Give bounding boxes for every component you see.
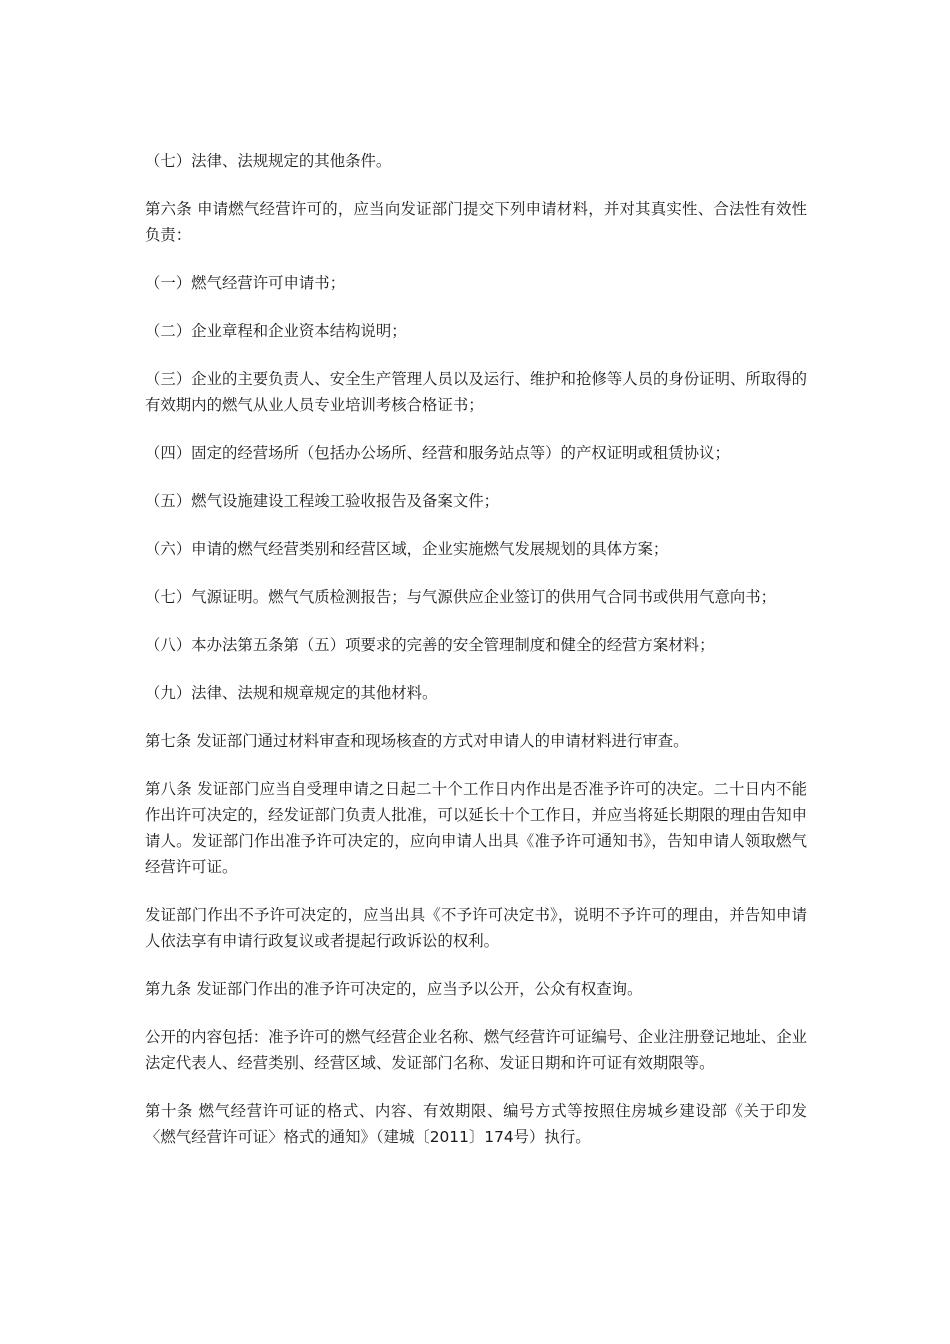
paragraph-item-6: （六）申请的燃气经营类别和经营区域，企业实施燃气发展规划的具体方案； <box>145 540 669 558</box>
paragraph-article-6: 第六条 申请燃气经营许可的，应当向发证部门提交下列申请材料，并对其真实性、合法性有效性负责： <box>145 200 807 244</box>
paragraph-item-8: （八）本办法第五条第（五）项要求的完善的安全管理制度和健全的经营方案材料； <box>145 636 715 654</box>
paragraph-item-4: （四）固定的经营场所（包括办公场所、经营和服务站点等）的产权证明或租赁协议； <box>145 444 730 462</box>
paragraph-article-8: 第八条 发证部门应当自受理申请之日起二十个工作日内作出是否准予许可的决定。二十日内不能作出许可决定的，经发证部门负责人批准，可以延长十个工作日，并应当将延长期限的理由告知申请人。发证部门作出准予许可决定的，应向申请人出具《准予许可通知书》，告知申请人领取燃气经营许可证。 <box>145 780 807 876</box>
paragraph-item-1: （一）燃气经营许可申请书； <box>145 274 346 292</box>
paragraph-item-7: （七）气源证明。燃气气质检测报告；与气源供应企业签订的供用气合同书或供用气意向书； <box>145 588 777 606</box>
document-body <box>145 148 807 1172</box>
paragraph-article-9-contents: 公开的内容包括：准予许可的燃气经营企业名称、燃气经营许可证编号、企业注册登记地址、企业法定代表人、经营类别、经营区域、发证部门名称、发证日期和许可证有效期限等。 <box>145 1028 807 1072</box>
paragraph-item-7-other-conditions: （七）法律、法规规定的其他条件。 <box>145 152 392 170</box>
paragraph-article-10: 第十条 燃气经营许可证的格式、内容、有效期限、编号方式等按照住房城乡建设部《关于印发〈燃气经营许可证〉格式的通知》（建城〔2011〕174号）执行。 <box>145 1102 807 1146</box>
paragraph-item-2: （二）企业章程和企业资本结构说明； <box>145 322 407 340</box>
paragraph-article-9: 第九条 发证部门作出的准予许可决定的，应当予以公开，公众有权查询。 <box>145 980 643 998</box>
paragraph-article-7: 第七条 发证部门通过材料审查和现场核查的方式对申请人的申请材料进行审查。 <box>145 732 689 750</box>
paragraph-item-3: （三）企业的主要负责人、安全生产管理人员以及运行、维护和抢修等人员的身份证明、所取得的有效期内的燃气从业人员专业培训考核合格证书； <box>145 370 807 414</box>
paragraph-item-9: （九）法律、法规和规章规定的其他材料。 <box>145 684 438 702</box>
paragraph-item-5: （五）燃气设施建设工程竣工验收报告及备案文件； <box>145 492 499 510</box>
paragraph-article-8-refusal: 发证部门作出不予许可决定的，应当出具《不予许可决定书》，说明不予许可的理由，并告知申请人依法享有申请行政复议或者提起行政诉讼的权利。 <box>145 906 807 950</box>
